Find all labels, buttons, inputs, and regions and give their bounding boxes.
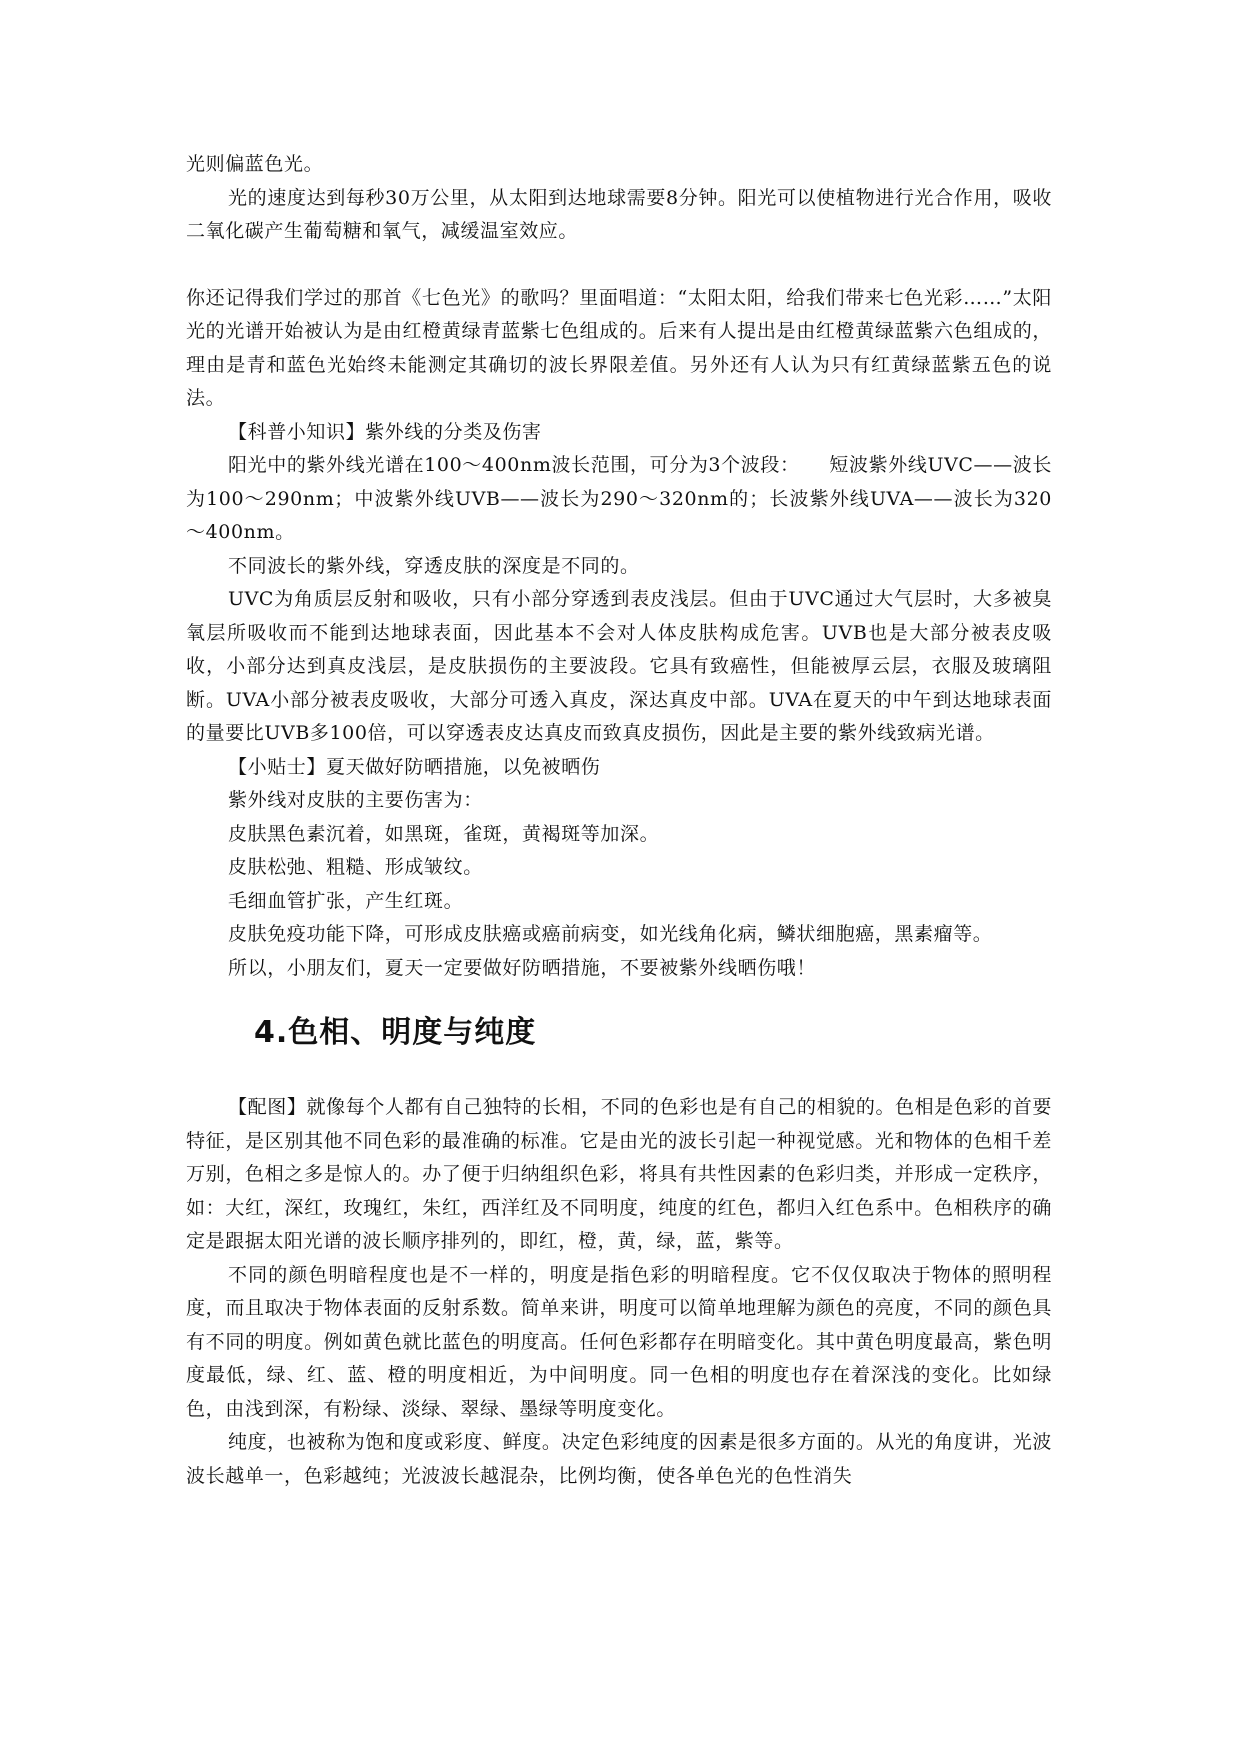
paragraph-harm-capillary: 毛细血管扩张，产生红斑。 xyxy=(228,889,464,912)
paragraph-harm-pigment: 皮肤黑色素沉着，如黑斑，雀斑，黄褐斑等加深。 xyxy=(228,822,660,845)
paragraph-uv-depth: 不同波长的紫外线，穿透皮肤的深度是不同的。 xyxy=(228,554,640,577)
paragraph-blue-light-tail: 光则偏蓝色光。 xyxy=(186,153,324,175)
document-page xyxy=(186,148,1052,1493)
paragraph-tip-title: 【小贴士】夏天做好防晒措施，以免被晒伤 xyxy=(228,755,601,778)
paragraph-harm-wrinkles: 皮肤松弛、粗糙、形成皱纹。 xyxy=(228,856,483,878)
paragraph-hue: 【配图】就像每个人都有自己独特的长相，不同的色彩也是有自己的相貌的。色相是色彩的首要特征，是区别其他不同色彩的最准确的标准。它是由光的波长引起一种视觉感。光和物体的色相千差万别，色相之多是惊人的。办了便于归纳组织色彩，将具有共性因素的色彩归类，并形成一定秩序，如：大红，深红，玫瑰红，朱红，西洋红及不同明度，纯度的红色，都归入红色系中。色相秩序的确定是跟据太阳光谱的波长顺序排列的，即红，橙，黄，绿，蓝，紫等。 xyxy=(186,1096,1052,1252)
paragraph-uv-harm-intro: 紫外线对皮肤的主要伤害为： xyxy=(228,789,483,811)
paragraph-harm-immunity: 皮肤免疫功能下降，可形成皮肤癌或癌前病变，如光线角化病，鳞状细胞癌，黑素瘤等。 xyxy=(228,923,993,945)
section-heading: 4.色相、明度与纯度 xyxy=(254,1015,537,1050)
blank-line xyxy=(186,249,1052,282)
paragraph-uv-absorption: UVC为角质层反射和吸收，只有小部分穿透到表皮浅层。但由于UVC通过大气层时，大多被臭氧层所吸收而不能到达地球表面，因此基本不会对人体皮肤构成危害。UVB也是大部分被表皮吸收，小部分达到真皮浅层，是皮肤损伤的主要波段。它具有致癌性，但能被厚云层，衣服及玻璃阻断。UVA小部分被表皮吸收，大部分可透入真皮，深达真皮中部。UVA在夏天的中午到达地球表面的量要比UVB多100倍，可以穿透表皮达真皮而致真皮损伤，因此是主要的紫外线致病光谱。 xyxy=(186,588,1052,744)
paragraph-saturation: 纯度，也被称为饱和度或彩度、鲜度。决定色彩纯度的因素是很多方面的。从光的角度讲，光波波长越单一，色彩越纯；光波波长越混杂，比例均衡，使各单色光的色性消失 xyxy=(186,1431,1052,1487)
paragraph-uv-bands: 阳光中的紫外线光谱在100～400nm波长范围，可分为3个波段： 短波紫外线UVC——波长为100～290nm；中波紫外线UVB——波长为290～320nm的；长波紫外线UVA——波长为320～400nm。 xyxy=(186,454,1052,543)
paragraph-uv-science-title: 【科普小知识】紫外线的分类及伤害 xyxy=(228,420,542,443)
paragraph-light-speed: 光的速度达到每秒30万公里，从太阳到达地球需要8分钟。阳光可以使植物进行光合作用，吸收二氧化碳产生葡萄糖和氧气，减缓温室效应。 xyxy=(186,186,1052,242)
paragraph-seven-colors: 你还记得我们学过的那首《七色光》的歌吗？里面唱道：“太阳太阳，给我们带来七色光彩……”太阳光的光谱开始被认为是由红橙黄绿青蓝紫七色组成的。后来有人提出是由红橙黄绿蓝紫六色组成的，理由是青和蓝色光始终未能测定其确切的波长界限差值。另外还有人认为只有红黄绿蓝紫五色的说法。 xyxy=(186,286,1052,409)
paragraph-sun-protection: 所以，小朋友们，夏天一定要做好防晒措施，不要被紫外线晒伤哦！ xyxy=(228,956,817,979)
paragraph-brightness: 不同的颜色明暗程度也是不一样的，明度是指色彩的明暗程度。它不仅仅取决于物体的照明程度，而且取决于物体表面的反射系数。简单来讲，明度可以简单地理解为颜色的亮度，不同的颜色具有不同的明度。例如黄色就比蓝色的明度高。任何色彩都存在明暗变化。其中黄色明度最高，紫色明度最低，绿、红、蓝、橙的明度相近，为中间明度。同一色相的明度也存在着深浅的变化。比如绿色，由浅到深，有粉绿、淡绿、翠绿、墨绿等明度变化。 xyxy=(186,1263,1052,1420)
